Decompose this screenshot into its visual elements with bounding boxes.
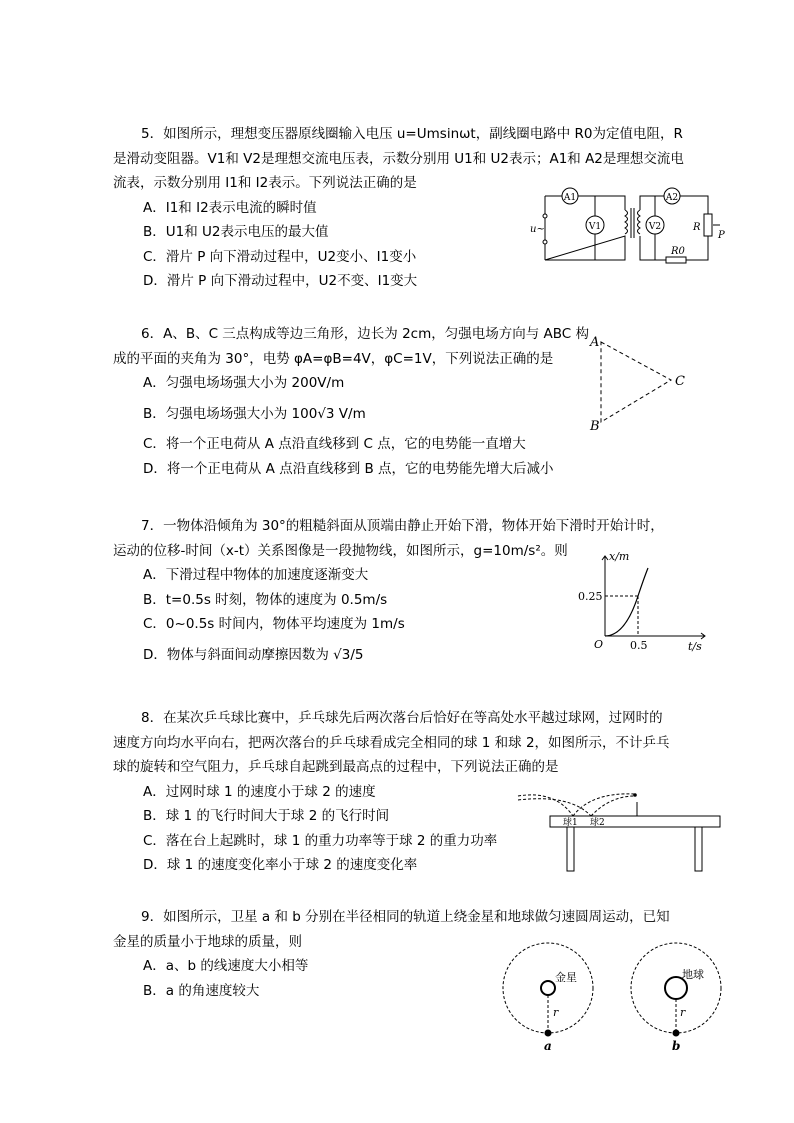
q6-option-d: D．将一个正电荷从 A 点沿直线移到 B 点，它的电势能先增大后减小 <box>143 460 554 477</box>
q5-fig-v2: V2 <box>648 222 662 232</box>
q7-fig-origin: O <box>594 638 604 651</box>
q8-table-tennis-figure <box>515 790 725 874</box>
q7-option-c: C．0~0.5s 时间内，物体平均速度为 1m/s <box>143 616 405 632</box>
q7-fig-y-tick: 0.25 <box>578 590 603 603</box>
q7-option-a: A．下滑过程中物体的加速度逐渐变大 <box>143 567 369 583</box>
q6-option-b: B．匀强电场场强大小为 100√3 V/m <box>143 405 366 422</box>
q5-option-d: D．滑片 P 向下滑动过程中，U2不变、I1变大 <box>143 273 418 289</box>
q5-option-c: C．滑片 P 向下滑动过程中，U2变小、I1变小 <box>143 248 417 265</box>
q9-fig-b: b <box>672 1039 681 1053</box>
q6-option-a: A．匀强电场场强大小为 200V/m <box>143 375 345 391</box>
q9-fig-r-left: r <box>553 1006 559 1019</box>
q7-fig-x-tick: 0.5 <box>630 639 648 652</box>
q7-stem-line2: 运动的位移-时间（x-t）关系图像是一段抛物线，如图所示，g=10m/s²。则 <box>113 542 568 559</box>
q5-fig-v1: V1 <box>588 222 602 232</box>
q8-fig-ball1: 球1 <box>563 818 578 828</box>
q9-fig-venus: 金星 <box>555 971 577 984</box>
q7-fig-y-axis: x/m <box>609 550 630 563</box>
q6-triangle-figure <box>585 330 695 435</box>
q7-stem-line1: 7．一物体沿倾角为 30°的粗糙斜面从顶端由静止开始下滑，物体开始下滑时开始计时， <box>141 518 664 534</box>
q7-fig-x-axis: t/s <box>688 640 702 652</box>
q6-stem-line2: 成的平面的夹角为 30°，电势 φA=φB=4V，φC=1V，下列说法正确的是 <box>113 350 554 367</box>
q5-fig-source: u~ <box>530 224 545 235</box>
q9-fig-a: a <box>544 1039 552 1053</box>
q8-fig-ball2: 球2 <box>590 818 605 828</box>
q9-fig-r-right: r <box>680 1006 686 1019</box>
q5-stem-line3: 流表，示数分别用 I1和 I2表示。下列说法正确的是 <box>113 175 417 191</box>
q9-option-b: B．a 的角速度较大 <box>143 982 260 999</box>
q9-stem-line1: 9．如图所示，卫星 a 和 b 分别在半径相同的轨道上绕金星和地球做匀速圆周运动，已知 <box>141 909 670 925</box>
q6-fig-b: B <box>590 419 600 434</box>
q5-fig-r: R <box>693 222 701 233</box>
q6-fig-c: C <box>675 374 685 389</box>
q8-option-a: A．过网时球 1 的速度小于球 2 的速度 <box>143 783 376 800</box>
q8-stem-line3: 球的旋转和空气阻力，乒乓球自起跳到最高点的过程中，下列说法正确的是 <box>113 759 559 775</box>
q8-stem-line2: 速度方向均水平向右，把两次落台的乒乓球看成完全相同的球 1 和球 2，如图所示，不计乒乓 <box>113 734 670 751</box>
q6-fig-a: A <box>590 335 600 350</box>
q7-option-b: B．t=0.5s 时刻，物体的速度为 0.5m/s <box>143 591 388 608</box>
q5-fig-a1: A1 <box>563 193 577 203</box>
q5-transformer-circuit <box>530 186 730 268</box>
q8-option-c: C．落在台上起跳时，球 1 的重力功率等于球 2 的重力功率 <box>143 832 498 849</box>
q8-option-b: B．球 1 的飞行时间大于球 2 的飞行时间 <box>143 808 390 824</box>
q9-option-a: A．a、b 的线速度大小相等 <box>143 958 309 974</box>
q6-option-c: C．将一个正电荷从 A 点沿直线移到 C 点，它的电势能一直增大 <box>143 436 526 452</box>
q9-fig-earth: 地球 <box>682 968 704 981</box>
q5-option-b: B．U1和 U2表示电压的最大值 <box>143 224 329 240</box>
q5-fig-a2: A2 <box>665 193 679 203</box>
q7-xt-graph <box>570 548 710 652</box>
q8-stem-line1: 8．在某次乒乓球比赛中，乒乓球先后两次落台后恰好在等高处水平越过球网，过网时的 <box>141 710 663 726</box>
q5-stem-line2: 是滑动变阻器。V1和 V2是理想交流电压表，示数分别用 U1和 U2表示；A1和 A2是理想交流电 <box>113 150 684 167</box>
q9-stem-line2: 金星的质量小于地球的质量，则 <box>113 933 302 950</box>
q7-option-d: D．物体与斜面间动摩擦因数为 √3/5 <box>143 646 364 663</box>
q5-stem-line1: 5．如图所示，理想变压器原线圈输入电压 u=Umsinωt，副线圈电路中 R0为定值电阻，R <box>141 126 683 142</box>
q6-stem-line1: 6．A、B、C 三点构成等边三角形，边长为 2cm，匀强电场方向与 ABC 构 <box>141 326 590 342</box>
q9-satellite-figure <box>500 938 730 1056</box>
q5-fig-r0: R0 <box>671 246 685 257</box>
q5-option-a: A．I1和 I2表示电流的瞬时值 <box>143 199 317 216</box>
q5-fig-p: P <box>718 230 725 241</box>
q8-option-d: D．球 1 的速度变化率小于球 2 的速度变化率 <box>143 857 418 873</box>
